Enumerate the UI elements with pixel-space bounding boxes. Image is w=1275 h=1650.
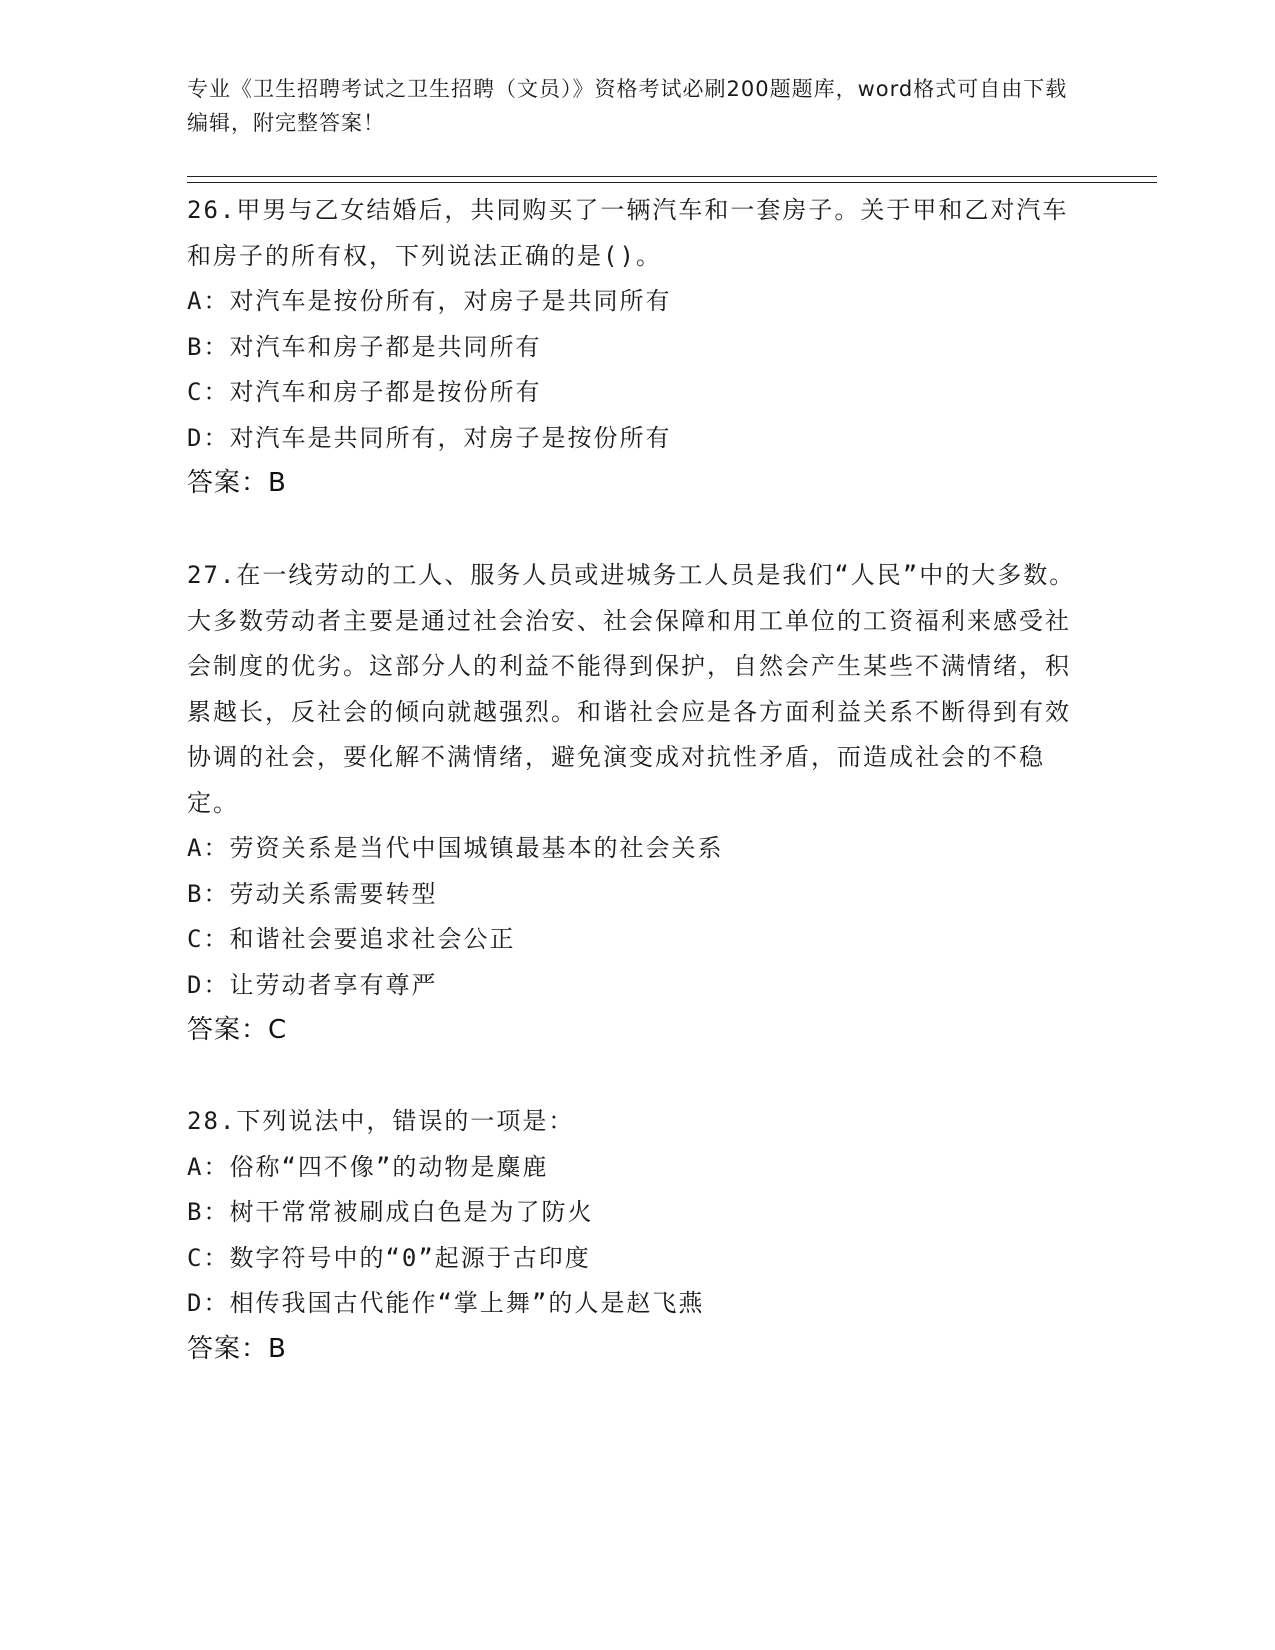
option-c: C：数字符号中的“0”起源于古印度: [187, 1243, 591, 1272]
header-divider-bottom: [187, 182, 1157, 183]
option-a: A：俗称“四不像”的动物是麋鹿: [187, 1152, 549, 1181]
answer-label: 答案：B: [187, 1333, 287, 1364]
option-c: C：对汽车和房子都是按份所有: [187, 378, 542, 406]
option-b: B：树干常常被刷成白色是为了防火: [187, 1198, 594, 1226]
option-a: A：劳资关系是当代中国城镇最基本的社会关系: [187, 834, 724, 862]
question-text: 28.下列说法中，错误的一项是：: [187, 1107, 575, 1135]
option-a: A：对汽车是按份所有，对房子是共同所有: [187, 287, 672, 315]
question-26: [187, 188, 1087, 507]
option-d: D：相传我国古代能作“掌上舞”的人是赵飞燕: [187, 1289, 705, 1317]
option-d: D：对汽车是共同所有，对房子是按份所有: [187, 423, 672, 452]
option-c: C：和谐社会要追求社会公正: [187, 925, 516, 953]
option-b: B：对汽车和房子都是共同所有: [187, 332, 542, 361]
option-b: B：劳动关系需要转型: [187, 879, 438, 908]
question-text: 26.甲男与乙女结婚后，共同购买了一辆汽车和一套房子。关于甲和乙对汽车和房子的所有权，下列说法正确的是()。: [187, 196, 1069, 270]
question-28: [187, 1099, 1087, 1372]
question-27: [187, 553, 1087, 1054]
option-d: D：让劳动者享有尊严: [187, 970, 438, 999]
question-text: 27.在一线劳动的工人、服务人员或进城务工人员是我们“人民”中的大多数。大多数劳动者主要是通过社会治安、社会保障和用工单位的工资福利来感受社会制度的优劣。这部分人的利益不能得到保护，自然会产生某些不满情绪，积累越长，反社会的倾向就越强烈。和谐社会应是各方面利益关系不断得到有效协调的社会，要化解不满情绪，避免演变成对抗性矛盾，而造成社会的不稳定。: [187, 561, 1076, 817]
answer-label: 答案：C: [187, 1015, 288, 1045]
answer-label: 答案：B: [187, 468, 287, 498]
document-header: 专业《卫生招聘考试之卫生招聘（文员）》资格考试必刷200题题库，word格式可自由下载编辑，附完整答案！: [187, 77, 1068, 135]
header-divider-top: [187, 176, 1157, 177]
